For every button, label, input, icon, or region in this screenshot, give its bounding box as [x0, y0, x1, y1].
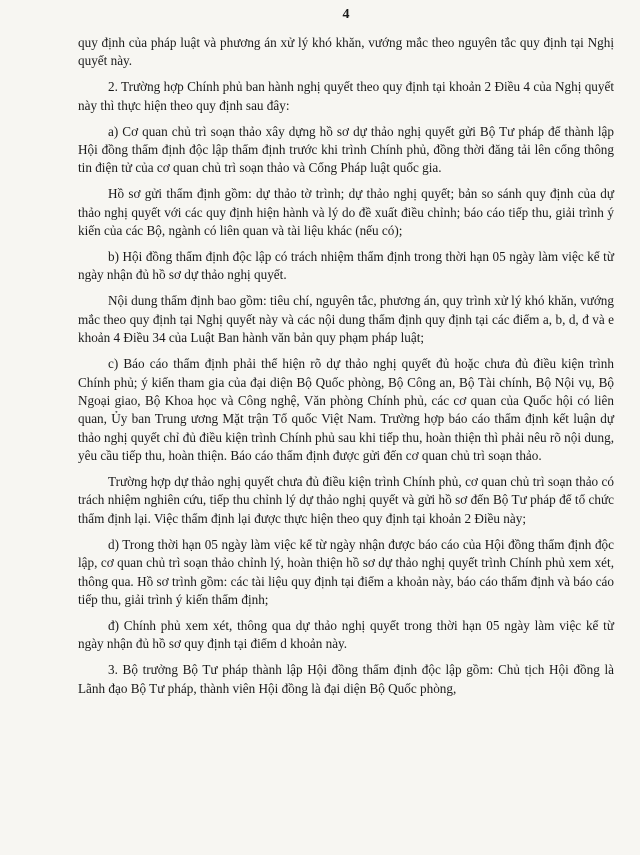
paragraph: đ) Chính phủ xem xét, thông qua dự thảo nghị quyết trong thời hạn 05 ngày làm việc kể từ ngày nhận đủ hồ sơ quy định tại điểm d khoản này. [78, 617, 614, 652]
paragraph: quy định của pháp luật và phương án xử lý khó khăn, vướng mắc theo nguyên tắc quy định tại Nghị quyết này. [78, 35, 614, 69]
paragraph: Nội dung thẩm định bao gồm: tiêu chí, nguyên tắc, phương án, quy trình xử lý khó khăn, vướng mắc theo quy định tại Nghị quyết này và các nội dung thẩm định quy định tại các điểm a, b, d, đ và e khoản 4 Điều 34 của Luật Ban hành văn bản quy phạm pháp luật; [78, 293, 614, 346]
paragraph: c) Báo cáo thẩm định phải thể hiện rõ dự thảo nghị quyết đủ hoặc chưa đủ điều kiện trình Chính phủ; ý kiến tham gia của đại diện Bộ Quốc phòng, Bộ Công an, Bộ Tài chính, Bộ Nội vụ, Bộ Ngoại giao, Bộ Khoa học và Công nghệ, Văn phòng Chính phủ, các cơ quan của Quốc hội có liên quan, Ủy ban Trung ương Mặt trận Tổ quốc Việt Nam. Trường hợp báo cáo thẩm định kết luận dự thảo nghị quyết chỉ đủ điều kiện trình Chính phủ sau khi tiếp thu, hoàn thiện thì phải nêu rõ nội dung, yêu cầu tiếp thu, hoàn thiện. Báo cáo thẩm định được gửi đến cơ quan chủ trì soạn thảo. [78, 356, 614, 464]
paragraph: d) Trong thời hạn 05 ngày làm việc kể từ ngày nhận được báo cáo của Hội đồng thẩm định độc lập, cơ quan chủ trì soạn thảo chỉnh lý, hoàn thiện hồ sơ dự thảo nghị quyết trình Chính phủ xem xét, thông qua. Hồ sơ trình gồm: các tài liệu quy định tại điểm a khoản này, báo cáo thẩm định và báo cáo tiếp thu, giải trình ý kiến thẩm định; [78, 536, 614, 607]
page-number: 4 [342, 7, 350, 22]
paragraph: Trường hợp dự thảo nghị quyết chưa đủ điều kiện trình Chính phủ, cơ quan chủ trì soạn thảo có trách nhiệm nghiên cứu, tiếp thu chỉnh lý dự thảo nghị quyết và gửi hồ sơ đến Bộ Tư pháp để tổ chức thẩm định lại. Việc thẩm định lại được thực hiện theo quy định tại khoản 2 Điều này; [78, 474, 614, 526]
paragraph: b) Hội đồng thẩm định độc lập có trách nhiệm thẩm định trong thời hạn 05 ngày làm việc kể từ ngày nhận đủ hồ sơ dự thảo nghị quyết. [78, 249, 614, 283]
paragraph: 2. Trường hợp Chính phủ ban hành nghị quyết theo quy định tại khoản 2 Điều 4 của Nghị quyết này thì thực hiện theo quy định sau đây: [78, 79, 614, 113]
paragraph: Hồ sơ gửi thẩm định gồm: dự thảo tờ trình; dự thảo nghị quyết; bản so sánh quy định của dự thảo nghị quyết với các quy định hiện hành và lý do đề xuất điều chỉnh; báo cáo tiếp thu, giải trình ý kiến của các Bộ, ngành có liên quan và tài liệu khác (nếu có); [78, 186, 614, 239]
paragraph: 3. Bộ trưởng Bộ Tư pháp thành lập Hội đồng thẩm định độc lập gồm: Chủ tịch Hội đồng là Lãnh đạo Bộ Tư pháp, thành viên Hội đồng là đại diện Bộ Quốc phòng, [78, 662, 614, 696]
paragraph: a) Cơ quan chủ trì soạn thảo xây dựng hồ sơ dự thảo nghị quyết gửi Bộ Tư pháp để thành lập Hội đồng thẩm định độc lập thẩm định trước khi trình Chính phủ, đồng thời đăng tải lên cổng thông tin điện tử của cơ quan chủ trì soạn thảo và Cổng Pháp luật quốc gia. [78, 123, 614, 176]
